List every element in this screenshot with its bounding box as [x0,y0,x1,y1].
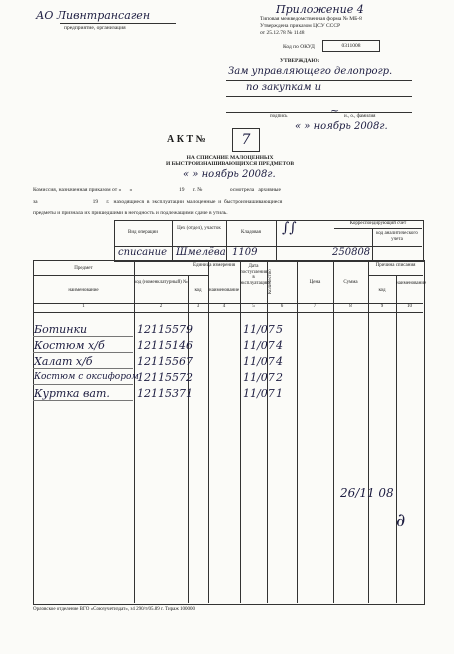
info-value-account: 250808 [332,247,371,258]
approve-date: « » ноябрь 2008г. [295,121,388,132]
col-number: 8 [349,304,352,309]
handwritten-date: 26/11 08 [340,486,394,500]
info-header-department: Цех (отдел), участок [177,226,221,231]
col-number: 10 [407,304,412,309]
header-item: Предмет [74,266,93,271]
approve-label: УТВЕРЖДАЮ: [280,58,320,64]
subheader-reason-code: код [378,288,386,293]
subheader-name: наименование [68,288,99,293]
header-price: Цена [309,280,321,285]
okud-label: Код по ОКУД [283,44,315,50]
info-header-analytic-code: код аналитического учета [376,231,418,242]
row-item-code: 12115146 [137,339,193,352]
subheader-unit-code: код [194,288,202,293]
name-caption: и., о., фамилия [344,114,376,119]
row-item-name: Куртка ват. [34,387,110,400]
signature-scribble: ∂ [396,510,406,531]
row-item-date: 11/07 [243,355,275,368]
title-line2: И БЫСТРОИЗНАШИВАЮЩИХСЯ ПРЕДМЕТОВ [165,161,295,167]
row-item-date: 11/07 [243,323,275,336]
row-item-name: Халат х/б [34,355,93,368]
header-unit: Единица измерения [192,263,236,268]
col-number: 7 [313,304,317,309]
form-type-line2: Утверждена приказом ЦСУ СССР [260,23,341,29]
col-number: 2 [159,304,163,309]
footer-imprint: Орловское отделение ВГО «Союзучетиздат», з4 290/т/05.89 г. Тираж 100000 [33,607,196,612]
row-item-qty: 1 [276,387,283,400]
row-item-name: Костюм х/б [34,339,105,352]
row-item-name: Ботинки [34,323,88,336]
org-underline [60,23,176,24]
row-item-code: 12115579 [137,323,193,336]
act-number-box: 7 [232,128,260,152]
col-number: 6 [280,304,284,309]
body-text-line1: Комиссия, назначенная приказом от « » 19 г. № осмотрела архивные [33,187,281,193]
form-type-line1: Типовая межведомственная форма № МБ-8 [260,16,362,22]
header-date: Дата поступления в эксплуатацию [240,264,270,286]
subheader-reason-name: наименование [396,281,427,286]
info-header-operation: Вид операции [128,230,158,235]
approver-signature: ~ [330,104,340,117]
row-item-code: 12115371 [137,387,193,400]
info-signature-scribble: ∫∫ [282,220,297,236]
info-header-account: Корреспондирующий счет [349,221,407,226]
header-sum: Сумма [343,280,358,285]
body-text-line2: за 19 г. находящиеся в эксплуатации малоценные и быстроизнашивающиеся [33,199,283,205]
header-reason: Причина списания [375,263,416,268]
col-number: 1 [82,304,85,309]
row-item-name: Костюм с оксифором [34,372,139,382]
row-item-date: 11/07 [243,387,275,400]
subheader-code-nom: код (номенклатурный) № [134,280,188,285]
approver-line2: по закупкам и [246,82,322,93]
info-value-storeroom: 1109 [232,247,258,258]
row-item-code: 12115567 [137,355,193,368]
info-header-storeroom: Кладовая [241,230,261,235]
col-number: 3 [196,304,200,309]
row-item-qty: 4 [276,339,283,352]
col-number: 5 [252,304,255,309]
header-qty: Количество [268,269,273,295]
info-value-operation: списание [118,247,167,258]
row-item-date: 11/07 [243,371,275,384]
row-item-code: 12115572 [137,371,193,384]
title-line1: НА СПИСАНИЕ МАЛОЦЕННЫХ [186,155,274,161]
body-text-line3: предметы и признала их пришедшими в негодность и подлежащими сдаче в утиль. [33,210,228,216]
col-number: 9 [380,304,384,309]
organization-name: АО Ливнтрансаген [36,9,151,22]
row-item-date: 11/07 [243,339,275,352]
okud-code-box: 0311008 [322,40,380,52]
row-item-qty: 2 [276,371,283,384]
row-item-qty: 4 [276,355,283,368]
approver-line1: Зам управляющего делопрогр. [228,66,393,77]
info-value-department: Шмелёва [176,247,226,258]
form-type-line3: от 25.12.78 № 1148 [260,30,305,36]
signature-caption: подпись [270,114,288,119]
col-number: 4 [222,304,226,309]
subheader-unit-name: наименование [208,288,240,293]
act-date: « » ноябрь 2008г. [183,169,276,180]
row-item-qty: 5 [276,323,283,336]
attachment-note: Приложение 4 [276,3,364,16]
act-label: А К Т № [167,134,206,145]
org-caption: предприятие, организация [64,25,126,31]
